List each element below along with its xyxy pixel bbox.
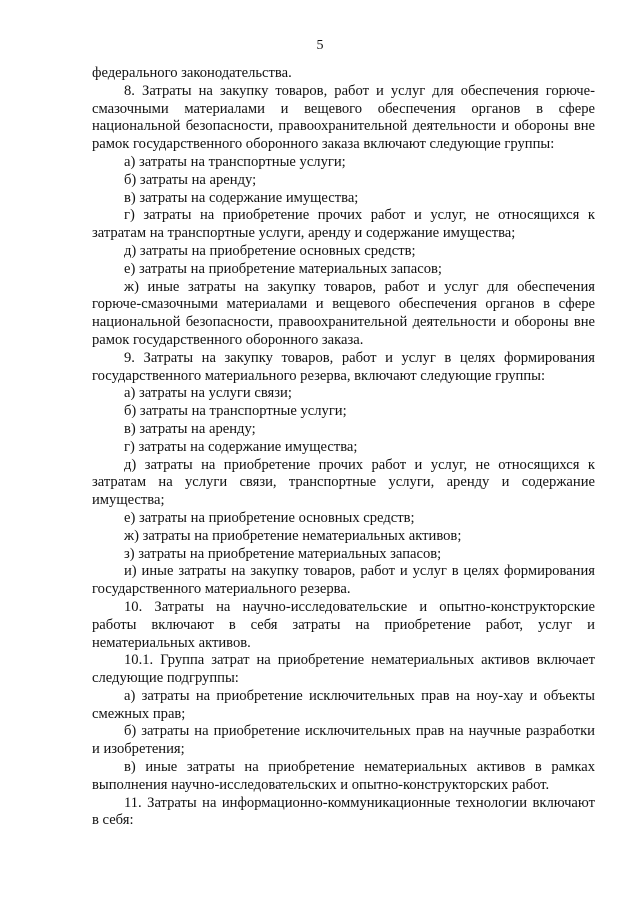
- list-item-8g: ж) иные затраты на закупку товаров, работ и услуг для обеспечения горюче-смазочными материалами и вещевого обеспечения органов в сфере национальной безопасности, правоохранительной деятельности и обороны вне рамок государственного оборонного заказа.: [92, 278, 595, 348]
- list-item-9h: з) затраты на приобретение материальных запасов;: [124, 545, 442, 562]
- list-item-9g: ж) затраты на приобретение нематериальных активов;: [124, 527, 462, 544]
- list-item-9c: в) затраты на аренду;: [124, 420, 256, 437]
- paragraph-section-10-1: 10.1. Группа затрат на приобретение нематериальных активов включает следующие подгруппы:: [92, 652, 595, 687]
- list-item-10-1b: б) затраты на приобретение исключительных прав на научные разработки и изобретения;: [92, 723, 595, 758]
- paragraph-section-8: 8. Затраты на закупку товаров, работ и услуг для обеспечения горюче-смазочными материалами и вещевого обеспечения органов в сфере национальной безопасности, правоохранительной деятельности и обороны вне рамок государственного оборонного заказа включают следующие группы:: [92, 82, 595, 153]
- list-item-9d: г) затраты на содержание имущества;: [124, 438, 358, 455]
- list-item-8f: е) затраты на приобретение материальных запасов;: [124, 260, 442, 277]
- list-item-9f: е) затраты на приобретение основных средств;: [124, 509, 415, 526]
- list-item-10-1c: в) иные затраты на приобретение нематериальных активов в рамках выполнения научно-исследовательских и опытно-конструкторских работ.: [92, 759, 595, 793]
- document-body: [92, 65, 595, 830]
- list-item-9e: д) затраты на приобретение прочих работ и услуг, не относящихся к затратам на услуги связи, транспортные услуги, аренду и содержание имущества;: [92, 456, 595, 509]
- list-item-8c: в) затраты на содержание имущества;: [124, 189, 359, 206]
- page-number: 5: [316, 38, 324, 53]
- list-item-9b: б) затраты на транспортные услуги;: [124, 403, 347, 420]
- paragraph-section-10: 10. Затраты на научно-исследовательские и опытно-конструкторские работы включают в себя затраты на приобретение работ, услуг и нематериальных активов.: [92, 598, 595, 651]
- list-item-9a: а) затраты на услуги связи;: [124, 385, 292, 402]
- list-item-8e: д) затраты на приобретение основных средств;: [124, 242, 416, 259]
- paragraph-continuation: федерального законодательства.: [92, 65, 292, 81]
- list-item-9i: и) иные затраты на закупку товаров, работ и услуг в целях формирования государственного материального резерва.: [92, 563, 595, 598]
- list-item-8b: б) затраты на аренду;: [124, 171, 257, 188]
- list-item-8a: а) затраты на транспортные услуги;: [124, 153, 346, 170]
- list-item-8d: г) затраты на приобретение прочих работ и услуг, не относящихся к затратам на транспортные услуги, аренду и содержание имущества;: [92, 207, 595, 242]
- paragraph-section-11: 11. Затраты на информационно-коммуникационные технологии включают в себя:: [92, 794, 595, 829]
- paragraph-section-9: 9. Затраты на закупку товаров, работ и услуг в целях формирования государственного материального резерва, включают следующие группы:: [92, 349, 595, 384]
- list-item-10-1a: а) затраты на приобретение исключительных прав на ноу-хау и объекты смежных прав;: [92, 687, 595, 722]
